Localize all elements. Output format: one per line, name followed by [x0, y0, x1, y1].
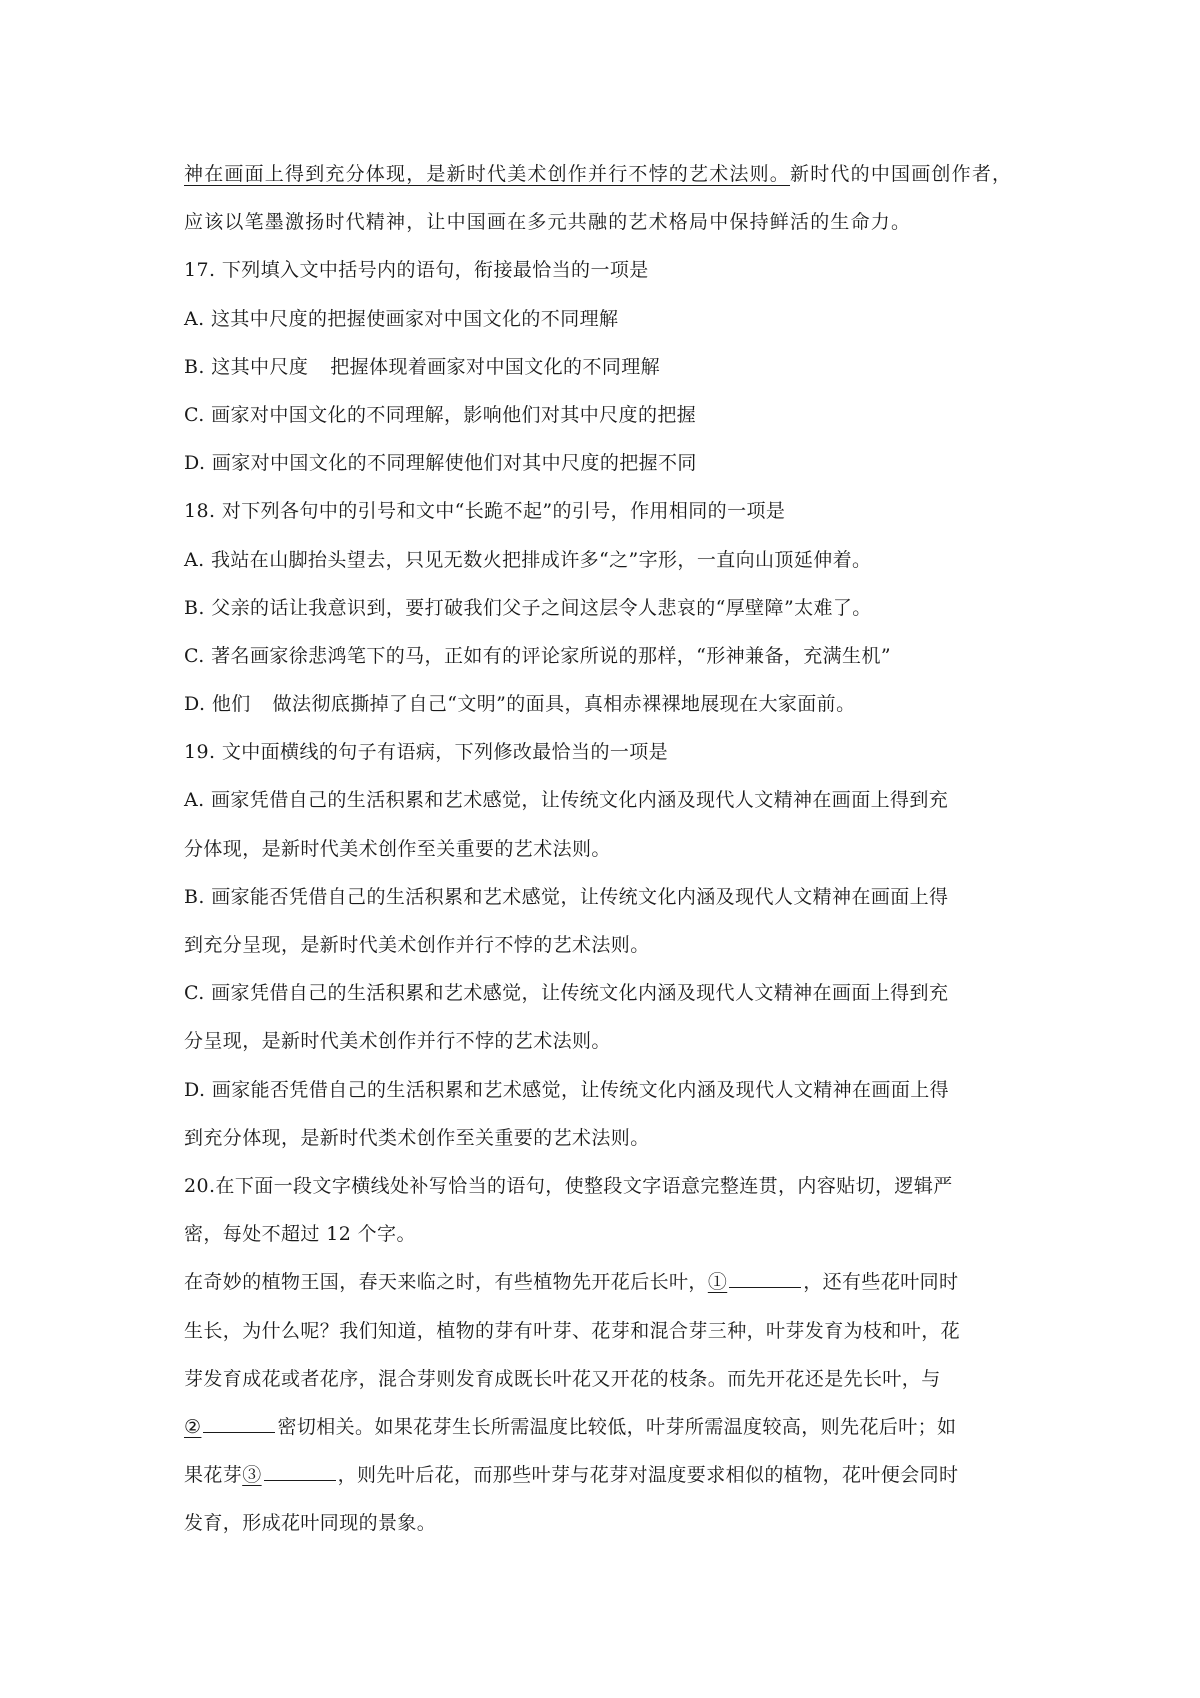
- q19-option-a-line1: A. 画家凭借自己的生活积累和艺术感觉，让传统文化内涵及现代人文精神在画面上得到充: [184, 789, 949, 812]
- passage-text: 新时代的中国画创作者，: [790, 163, 1013, 185]
- fill-blank-1[interactable]: [729, 1269, 801, 1288]
- question-17-stem: 17. 下列填入文中括号内的语句，衔接最恰当的一项是: [184, 259, 649, 282]
- q20-paragraph-line1: [184, 1258, 1026, 1306]
- blank-marker-2: ②: [184, 1415, 202, 1438]
- passage-line-1: [184, 150, 1026, 198]
- q17-option-d: D. 画家对中国文化的不同理解使他们对其中尺度的把握不同: [184, 452, 697, 475]
- q17-option-b: [184, 343, 1026, 391]
- q20-paragraph-line3: 芽发育成花或者花序，混合芽则发育成既长叶花又开花的枝条。而先开花还是先长叶，与: [184, 1367, 941, 1390]
- q17-option-b-part1: B. 这其中尺度: [184, 355, 309, 378]
- question-18-stem: 18. 对下列各句中的引号和文中“长跪不起”的引号，作用相同的一项是: [184, 500, 786, 523]
- question-19-stem: 19. 文中面横线的句子有语病，下列修改最恰当的一项是: [184, 741, 669, 764]
- passage-line-2: 应该以笔墨激扬时代精神，让中国画在多元共融的艺术格局中保持鲜活的生命力。: [184, 211, 912, 234]
- q20-text: ，还有些花叶同时: [803, 1271, 959, 1294]
- question-20-stem-line1: 20.在下面一段文字横线处补写恰当的语句，使整段文字语意完整连贯，内容贴切，逻辑严: [184, 1174, 953, 1197]
- q18-option-c: C. 著名画家徐悲鸿笔下的马，正如有的评论家所说的那样，“形神兼备，充满生机”: [184, 644, 891, 667]
- q18-option-d-part1: D. 他们: [184, 693, 251, 716]
- q19-option-b-line2: 到充分呈现，是新时代美术创作并行不悖的艺术法则。: [184, 934, 650, 956]
- q19-option-a-line2: 分体现，是新时代美术创作至关重要的艺术法则。: [184, 837, 611, 860]
- q20-text: ，则先叶后花，而那些叶芽与花芽对温度要求相似的植物，花叶便会同时: [337, 1464, 959, 1487]
- q20-text: 在奇妙的植物王国，春天来临之时，有些植物先开花后长叶，: [184, 1271, 708, 1294]
- q20-paragraph-line4: [184, 1403, 1026, 1451]
- q18-option-d-part2: 做法彻底撕掉了自己“文明”的面具，真相赤裸裸地展现在大家面前。: [272, 693, 856, 716]
- q20-paragraph-line6: 发育，形成花叶同现的景象。: [184, 1512, 437, 1535]
- q20-text: 密切相关。如果花芽生长所需温度比较低，叶芽所需温度较高，则先花后叶；如: [277, 1415, 957, 1438]
- q18-option-d: [184, 680, 1026, 728]
- q20-paragraph-line2: 生长，为什么呢？我们知道，植物的芽有叶芽、花芽和混合芽三种，叶芽发育为枝和叶，花: [184, 1319, 961, 1342]
- q19-option-d-line1: D. 画家能否凭借自己的生活积累和艺术感觉，让传统文化内涵及现代人文精神在画面上得: [184, 1078, 950, 1101]
- q19-option-c-line2: 分呈现，是新时代美术创作并行不悖的艺术法则。: [184, 1030, 611, 1053]
- q18-option-a: A. 我站在山脚抬头望去，只见无数火把排成许多“之”字形，一直向山顶延伸着。: [184, 548, 872, 571]
- question-20-stem-line2: 密，每处不超过 12 个字。: [184, 1223, 416, 1246]
- q19-option-d-line2: 到充分体现，是新时代类术创作至关重要的艺术法则。: [184, 1126, 650, 1149]
- q19-option-c-line1: C. 画家凭借自己的生活积累和艺术感觉，让传统文化内涵及现代人文精神在画面上得到充: [184, 982, 949, 1005]
- blank-marker-1: ①: [707, 1271, 728, 1294]
- document-page: [184, 150, 1026, 1547]
- q17-option-c: C. 画家对中国文化的不同理解，影响他们对其中尺度的把握: [184, 403, 697, 426]
- q17-option-b-part2: 把握体现着画家对中国文化的不同理解: [330, 355, 661, 378]
- q17-option-a: A. 这其中尺度的把握使画家对中国文化的不同理解: [184, 307, 619, 330]
- q18-option-b: B. 父亲的话让我意识到，要打破我们父子之间这层令人悲哀的“厚壁障”太难了。: [184, 596, 872, 619]
- q20-text: 果花芽: [184, 1464, 243, 1487]
- q19-option-b-line1: B. 画家能否凭借自己的生活积累和艺术感觉，让传统文化内涵及现代人文精神在画面上得: [184, 885, 949, 908]
- underlined-sentence: 神在画面上得到充分体现，是新时代美术创作并行不悖的艺术法则。: [184, 163, 791, 185]
- fill-blank-3[interactable]: [264, 1462, 336, 1481]
- q20-paragraph-line5: [184, 1451, 1026, 1499]
- fill-blank-2[interactable]: [203, 1414, 275, 1433]
- blank-marker-3: ③: [242, 1464, 262, 1487]
